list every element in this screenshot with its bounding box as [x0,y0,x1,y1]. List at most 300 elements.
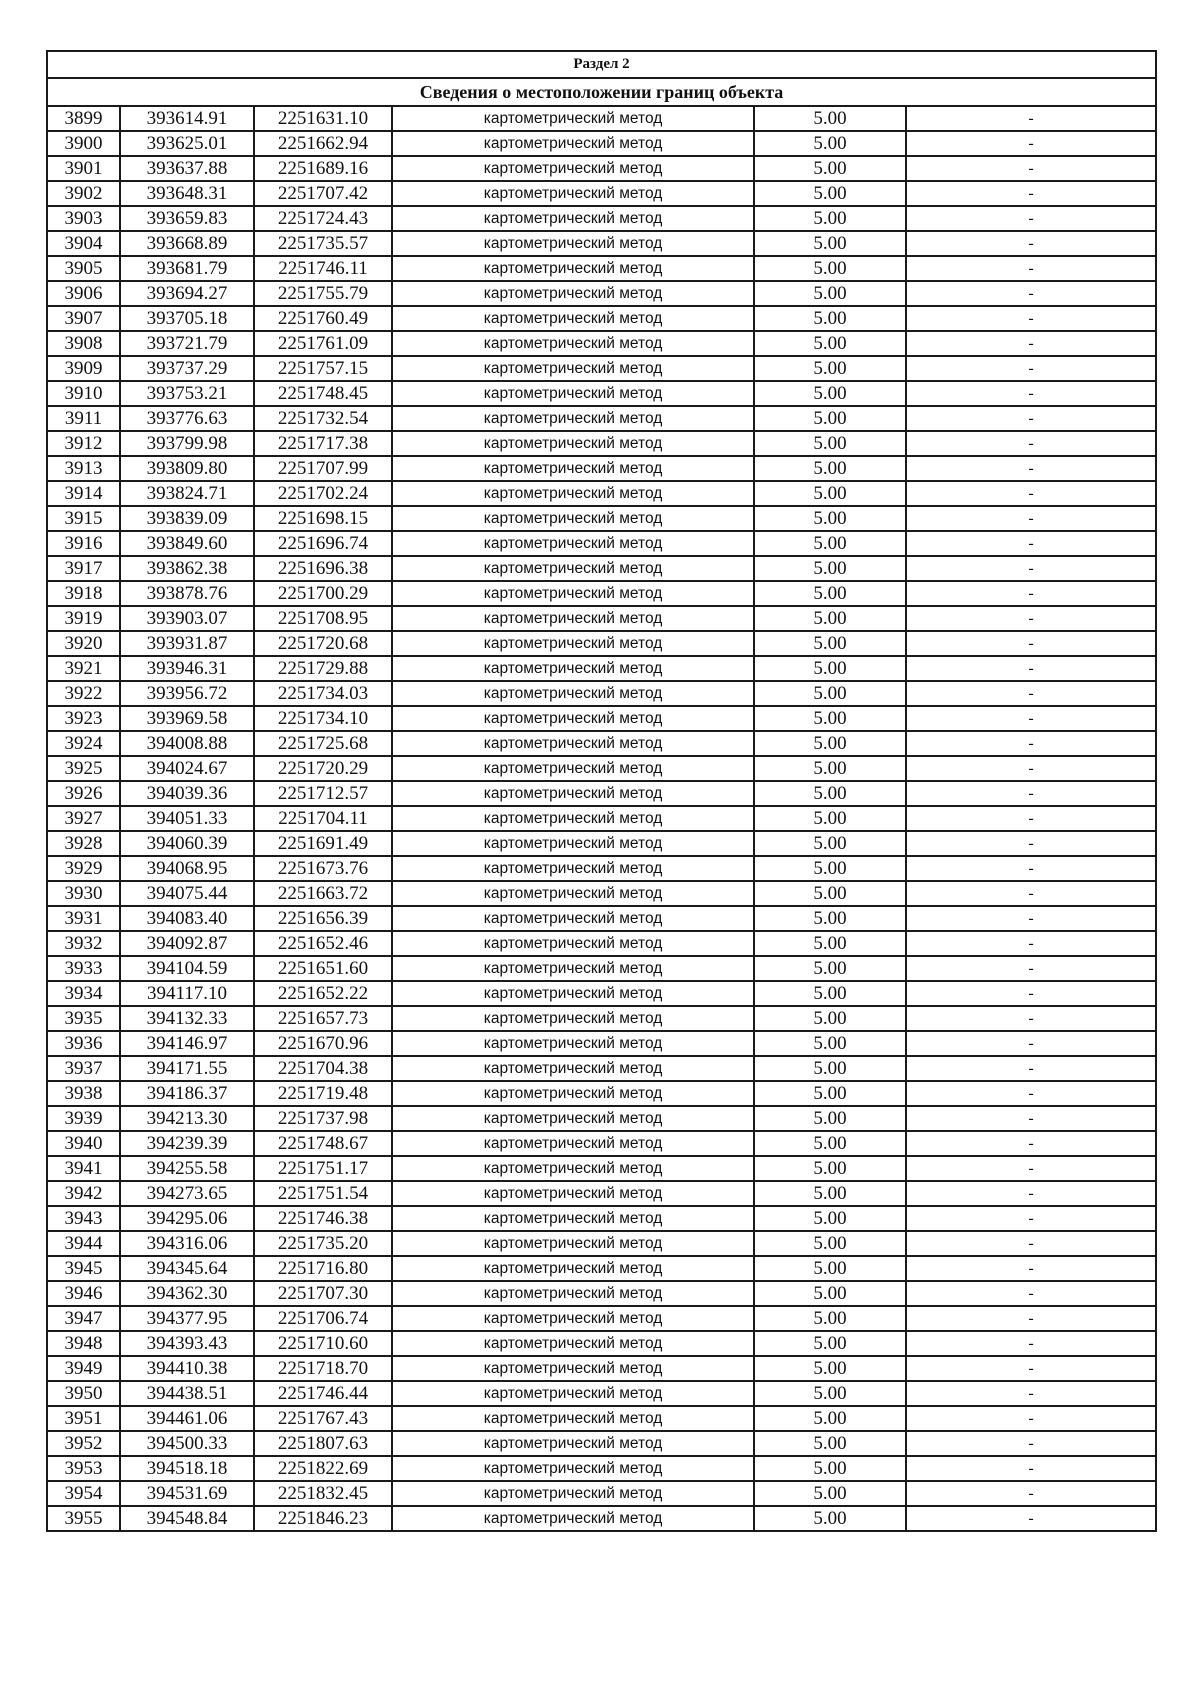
method-cell: картометрический метод [392,1156,754,1181]
description-cell: - [906,1206,1156,1231]
point-number-cell: 3934 [47,981,120,1006]
point-number-cell: 3902 [47,181,120,206]
accuracy-cell: 5.00 [754,1006,906,1031]
table-row [47,231,1156,256]
description-cell: - [906,231,1156,256]
method-cell: картометрический метод [392,656,754,681]
x-coordinate-cell: 394500.33 [120,1431,254,1456]
x-coordinate-cell: 394316.06 [120,1231,254,1256]
y-coordinate-cell: 2251737.98 [254,1106,392,1131]
x-coordinate-cell: 394117.10 [120,981,254,1006]
point-number-cell: 3946 [47,1281,120,1306]
y-coordinate-cell: 2251832.45 [254,1481,392,1506]
method-cell: картометрический метод [392,1131,754,1156]
method-cell: картометрический метод [392,1506,754,1531]
x-coordinate-cell: 393956.72 [120,681,254,706]
point-number-cell: 3923 [47,706,120,731]
description-cell: - [906,1356,1156,1381]
point-number-cell: 3920 [47,631,120,656]
table-row [47,1306,1156,1331]
accuracy-cell: 5.00 [754,631,906,656]
y-coordinate-cell: 2251708.95 [254,606,392,631]
method-cell: картометрический метод [392,331,754,356]
method-cell: картометрический метод [392,1281,754,1306]
description-cell: - [906,606,1156,631]
table-row [47,1506,1156,1531]
accuracy-cell: 5.00 [754,481,906,506]
method-cell: картометрический метод [392,856,754,881]
accuracy-cell: 5.00 [754,406,906,431]
x-coordinate-cell: 393878.76 [120,581,254,606]
y-coordinate-cell: 2251734.03 [254,681,392,706]
y-coordinate-cell: 2251746.44 [254,1381,392,1406]
table-row [47,1056,1156,1081]
point-number-cell: 3929 [47,856,120,881]
method-cell: картометрический метод [392,381,754,406]
table-row [47,831,1156,856]
y-coordinate-cell: 2251748.45 [254,381,392,406]
y-coordinate-cell: 2251735.57 [254,231,392,256]
description-cell: - [906,281,1156,306]
accuracy-cell: 5.00 [754,256,906,281]
accuracy-cell: 5.00 [754,931,906,956]
method-cell: картометрический метод [392,231,754,256]
description-cell: - [906,731,1156,756]
table-row [47,1281,1156,1306]
description-cell: - [906,206,1156,231]
table-row [47,131,1156,156]
table-row [47,981,1156,1006]
description-cell: - [906,706,1156,731]
x-coordinate-cell: 393799.98 [120,431,254,456]
accuracy-cell: 5.00 [754,331,906,356]
method-cell: картометрический метод [392,106,754,131]
x-coordinate-cell: 394438.51 [120,1381,254,1406]
method-cell: картометрический метод [392,1381,754,1406]
description-cell: - [906,356,1156,381]
description-cell: - [906,1481,1156,1506]
method-cell: картометрический метод [392,1181,754,1206]
description-cell: - [906,1431,1156,1456]
y-coordinate-cell: 2251706.74 [254,1306,392,1331]
point-number-cell: 3952 [47,1431,120,1456]
point-number-cell: 3931 [47,906,120,931]
point-number-cell: 3941 [47,1156,120,1181]
point-number-cell: 3913 [47,456,120,481]
description-cell: - [906,306,1156,331]
table-row [47,1406,1156,1431]
description-cell: - [906,631,1156,656]
y-coordinate-cell: 2251702.24 [254,481,392,506]
accuracy-cell: 5.00 [754,1206,906,1231]
point-number-cell: 3899 [47,106,120,131]
description-cell: - [906,1056,1156,1081]
point-number-cell: 3906 [47,281,120,306]
point-number-cell: 3919 [47,606,120,631]
method-cell: картометрический метод [392,1356,754,1381]
table-row [47,331,1156,356]
accuracy-cell: 5.00 [754,731,906,756]
section-header-row [47,51,1156,78]
x-coordinate-cell: 394239.39 [120,1131,254,1156]
method-cell: картометрический метод [392,1031,754,1056]
y-coordinate-cell: 2251846.23 [254,1506,392,1531]
point-number-cell: 3935 [47,1006,120,1031]
method-cell: картометрический метод [392,1006,754,1031]
description-cell: - [906,106,1156,131]
method-cell: картометрический метод [392,1431,754,1456]
method-cell: картометрический метод [392,256,754,281]
table-row [47,906,1156,931]
x-coordinate-cell: 393824.71 [120,481,254,506]
y-coordinate-cell: 2251696.38 [254,556,392,581]
method-cell: картометрический метод [392,206,754,231]
accuracy-cell: 5.00 [754,106,906,131]
description-cell: - [906,1006,1156,1031]
y-coordinate-cell: 2251704.11 [254,806,392,831]
method-cell: картометрический метод [392,356,754,381]
accuracy-cell: 5.00 [754,231,906,256]
method-cell: картометрический метод [392,181,754,206]
accuracy-cell: 5.00 [754,1356,906,1381]
y-coordinate-cell: 2251751.17 [254,1156,392,1181]
method-cell: картометрический метод [392,631,754,656]
point-number-cell: 3955 [47,1506,120,1531]
point-number-cell: 3939 [47,1106,120,1131]
description-cell: - [906,1406,1156,1431]
y-coordinate-cell: 2251704.38 [254,1056,392,1081]
table-row [47,1081,1156,1106]
table-title: Сведения о местоположении границ объекта [47,78,1156,106]
accuracy-cell: 5.00 [754,1331,906,1356]
accuracy-cell: 5.00 [754,156,906,181]
description-cell: - [906,331,1156,356]
accuracy-cell: 5.00 [754,831,906,856]
point-number-cell: 3945 [47,1256,120,1281]
table-row [47,706,1156,731]
y-coordinate-cell: 2251651.60 [254,956,392,981]
y-coordinate-cell: 2251700.29 [254,581,392,606]
point-number-cell: 3942 [47,1181,120,1206]
table-row [47,281,1156,306]
method-cell: картометрический метод [392,1256,754,1281]
table-row [47,1256,1156,1281]
table-row [47,381,1156,406]
description-cell: - [906,1256,1156,1281]
point-number-cell: 3918 [47,581,120,606]
point-number-cell: 3908 [47,331,120,356]
description-cell: - [906,806,1156,831]
x-coordinate-cell: 394518.18 [120,1456,254,1481]
method-cell: картометрический метод [392,306,754,331]
table-row [47,731,1156,756]
description-cell: - [906,1031,1156,1056]
x-coordinate-cell: 394393.43 [120,1331,254,1356]
accuracy-cell: 5.00 [754,506,906,531]
method-cell: картометрический метод [392,881,754,906]
accuracy-cell: 5.00 [754,706,906,731]
x-coordinate-cell: 394075.44 [120,881,254,906]
x-coordinate-cell: 394068.95 [120,856,254,881]
accuracy-cell: 5.00 [754,1306,906,1331]
table-row [47,356,1156,381]
accuracy-cell: 5.00 [754,806,906,831]
y-coordinate-cell: 2251751.54 [254,1181,392,1206]
accuracy-cell: 5.00 [754,1156,906,1181]
x-coordinate-cell: 394461.06 [120,1406,254,1431]
description-cell: - [906,131,1156,156]
boundary-table [46,50,1157,1532]
x-coordinate-cell: 394024.67 [120,756,254,781]
method-cell: картометрический метод [392,456,754,481]
y-coordinate-cell: 2251652.22 [254,981,392,1006]
description-cell: - [906,581,1156,606]
accuracy-cell: 5.00 [754,756,906,781]
x-coordinate-cell: 393849.60 [120,531,254,556]
accuracy-cell: 5.00 [754,1456,906,1481]
point-number-cell: 3914 [47,481,120,506]
point-number-cell: 3940 [47,1131,120,1156]
point-number-cell: 3948 [47,1331,120,1356]
y-coordinate-cell: 2251719.48 [254,1081,392,1106]
method-cell: картометрический метод [392,431,754,456]
y-coordinate-cell: 2251652.46 [254,931,392,956]
table-row [47,1206,1156,1231]
table-row [47,1456,1156,1481]
point-number-cell: 3907 [47,306,120,331]
table-row [47,106,1156,131]
description-cell: - [906,1331,1156,1356]
method-cell: картометрический метод [392,831,754,856]
description-cell: - [906,1181,1156,1206]
y-coordinate-cell: 2251720.68 [254,631,392,656]
point-number-cell: 3901 [47,156,120,181]
point-number-cell: 3936 [47,1031,120,1056]
table-title-row [47,78,1156,106]
point-number-cell: 3903 [47,206,120,231]
description-cell: - [906,431,1156,456]
table-row [47,1356,1156,1381]
x-coordinate-cell: 394531.69 [120,1481,254,1506]
point-number-cell: 3926 [47,781,120,806]
accuracy-cell: 5.00 [754,1431,906,1456]
method-cell: картометрический метод [392,706,754,731]
table-row [47,581,1156,606]
table-row [47,1131,1156,1156]
description-cell: - [906,481,1156,506]
y-coordinate-cell: 2251710.60 [254,1331,392,1356]
method-cell: картометрический метод [392,806,754,831]
point-number-cell: 3954 [47,1481,120,1506]
y-coordinate-cell: 2251707.30 [254,1281,392,1306]
point-number-cell: 3930 [47,881,120,906]
accuracy-cell: 5.00 [754,781,906,806]
method-cell: картометрический метод [392,1331,754,1356]
y-coordinate-cell: 2251707.99 [254,456,392,481]
point-number-cell: 3933 [47,956,120,981]
y-coordinate-cell: 2251698.15 [254,506,392,531]
y-coordinate-cell: 2251670.96 [254,1031,392,1056]
method-cell: картометрический метод [392,481,754,506]
description-cell: - [906,1306,1156,1331]
x-coordinate-cell: 393668.89 [120,231,254,256]
method-cell: картометрический метод [392,406,754,431]
y-coordinate-cell: 2251712.57 [254,781,392,806]
point-number-cell: 3943 [47,1206,120,1231]
method-cell: картометрический метод [392,1206,754,1231]
y-coordinate-cell: 2251662.94 [254,131,392,156]
accuracy-cell: 5.00 [754,1106,906,1131]
description-cell: - [906,506,1156,531]
description-cell: - [906,1231,1156,1256]
description-cell: - [906,981,1156,1006]
y-coordinate-cell: 2251717.38 [254,431,392,456]
point-number-cell: 3916 [47,531,120,556]
accuracy-cell: 5.00 [754,181,906,206]
x-coordinate-cell: 394362.30 [120,1281,254,1306]
y-coordinate-cell: 2251822.69 [254,1456,392,1481]
table-row [47,1481,1156,1506]
method-cell: картометрический метод [392,531,754,556]
table-row [47,531,1156,556]
y-coordinate-cell: 2251718.70 [254,1356,392,1381]
y-coordinate-cell: 2251732.54 [254,406,392,431]
accuracy-cell: 5.00 [754,381,906,406]
point-number-cell: 3915 [47,506,120,531]
method-cell: картометрический метод [392,906,754,931]
table-row [47,656,1156,681]
x-coordinate-cell: 393931.87 [120,631,254,656]
table-row [47,556,1156,581]
accuracy-cell: 5.00 [754,956,906,981]
point-number-cell: 3904 [47,231,120,256]
description-cell: - [906,406,1156,431]
method-cell: картометрический метод [392,781,754,806]
table-row [47,756,1156,781]
table-row [47,806,1156,831]
x-coordinate-cell: 394171.55 [120,1056,254,1081]
table-row [47,606,1156,631]
method-cell: картометрический метод [392,1306,754,1331]
method-cell: картометрический метод [392,1481,754,1506]
table-row [47,956,1156,981]
table-row [47,506,1156,531]
table-row [47,406,1156,431]
method-cell: картометрический метод [392,156,754,181]
table-row [47,481,1156,506]
accuracy-cell: 5.00 [754,1381,906,1406]
accuracy-cell: 5.00 [754,356,906,381]
x-coordinate-cell: 393839.09 [120,506,254,531]
y-coordinate-cell: 2251729.88 [254,656,392,681]
x-coordinate-cell: 394104.59 [120,956,254,981]
method-cell: картометрический метод [392,1056,754,1081]
x-coordinate-cell: 394410.38 [120,1356,254,1381]
x-coordinate-cell: 394213.30 [120,1106,254,1131]
table-row [47,781,1156,806]
accuracy-cell: 5.00 [754,206,906,231]
point-number-cell: 3924 [47,731,120,756]
table-row [47,1031,1156,1056]
point-number-cell: 3937 [47,1056,120,1081]
document-sheet [46,50,1155,1532]
accuracy-cell: 5.00 [754,1056,906,1081]
method-cell: картометрический метод [392,931,754,956]
point-number-cell: 3947 [47,1306,120,1331]
accuracy-cell: 5.00 [754,606,906,631]
point-number-cell: 3928 [47,831,120,856]
method-cell: картометрический метод [392,556,754,581]
accuracy-cell: 5.00 [754,431,906,456]
accuracy-cell: 5.00 [754,131,906,156]
table-row [47,456,1156,481]
y-coordinate-cell: 2251720.29 [254,756,392,781]
y-coordinate-cell: 2251767.43 [254,1406,392,1431]
y-coordinate-cell: 2251761.09 [254,331,392,356]
method-cell: картометрический метод [392,956,754,981]
point-number-cell: 3927 [47,806,120,831]
x-coordinate-cell: 393625.01 [120,131,254,156]
method-cell: картометрический метод [392,981,754,1006]
accuracy-cell: 5.00 [754,456,906,481]
y-coordinate-cell: 2251673.76 [254,856,392,881]
y-coordinate-cell: 2251746.38 [254,1206,392,1231]
description-cell: - [906,1456,1156,1481]
point-number-cell: 3900 [47,131,120,156]
point-number-cell: 3950 [47,1381,120,1406]
description-cell: - [906,156,1156,181]
description-cell: - [906,456,1156,481]
x-coordinate-cell: 394008.88 [120,731,254,756]
accuracy-cell: 5.00 [754,556,906,581]
table-row [47,1231,1156,1256]
y-coordinate-cell: 2251657.73 [254,1006,392,1031]
description-cell: - [906,181,1156,206]
point-number-cell: 3932 [47,931,120,956]
description-cell: - [906,681,1156,706]
accuracy-cell: 5.00 [754,1131,906,1156]
description-cell: - [906,656,1156,681]
method-cell: картометрический метод [392,681,754,706]
y-coordinate-cell: 2251734.10 [254,706,392,731]
accuracy-cell: 5.00 [754,581,906,606]
description-cell: - [906,781,1156,806]
y-coordinate-cell: 2251748.67 [254,1131,392,1156]
point-number-cell: 3905 [47,256,120,281]
point-number-cell: 3922 [47,681,120,706]
table-row [47,256,1156,281]
accuracy-cell: 5.00 [754,1231,906,1256]
point-number-cell: 3951 [47,1406,120,1431]
table-row [47,1106,1156,1131]
x-coordinate-cell: 393721.79 [120,331,254,356]
description-cell: - [906,881,1156,906]
x-coordinate-cell: 393659.83 [120,206,254,231]
accuracy-cell: 5.00 [754,1081,906,1106]
section-label: Раздел 2 [47,51,1156,78]
x-coordinate-cell: 394255.58 [120,1156,254,1181]
accuracy-cell: 5.00 [754,306,906,331]
table-row [47,181,1156,206]
method-cell: картометрический метод [392,281,754,306]
x-coordinate-cell: 394548.84 [120,1506,254,1531]
table-row [47,681,1156,706]
table-row [47,1006,1156,1031]
description-cell: - [906,1281,1156,1306]
y-coordinate-cell: 2251807.63 [254,1431,392,1456]
y-coordinate-cell: 2251631.10 [254,106,392,131]
accuracy-cell: 5.00 [754,1406,906,1431]
